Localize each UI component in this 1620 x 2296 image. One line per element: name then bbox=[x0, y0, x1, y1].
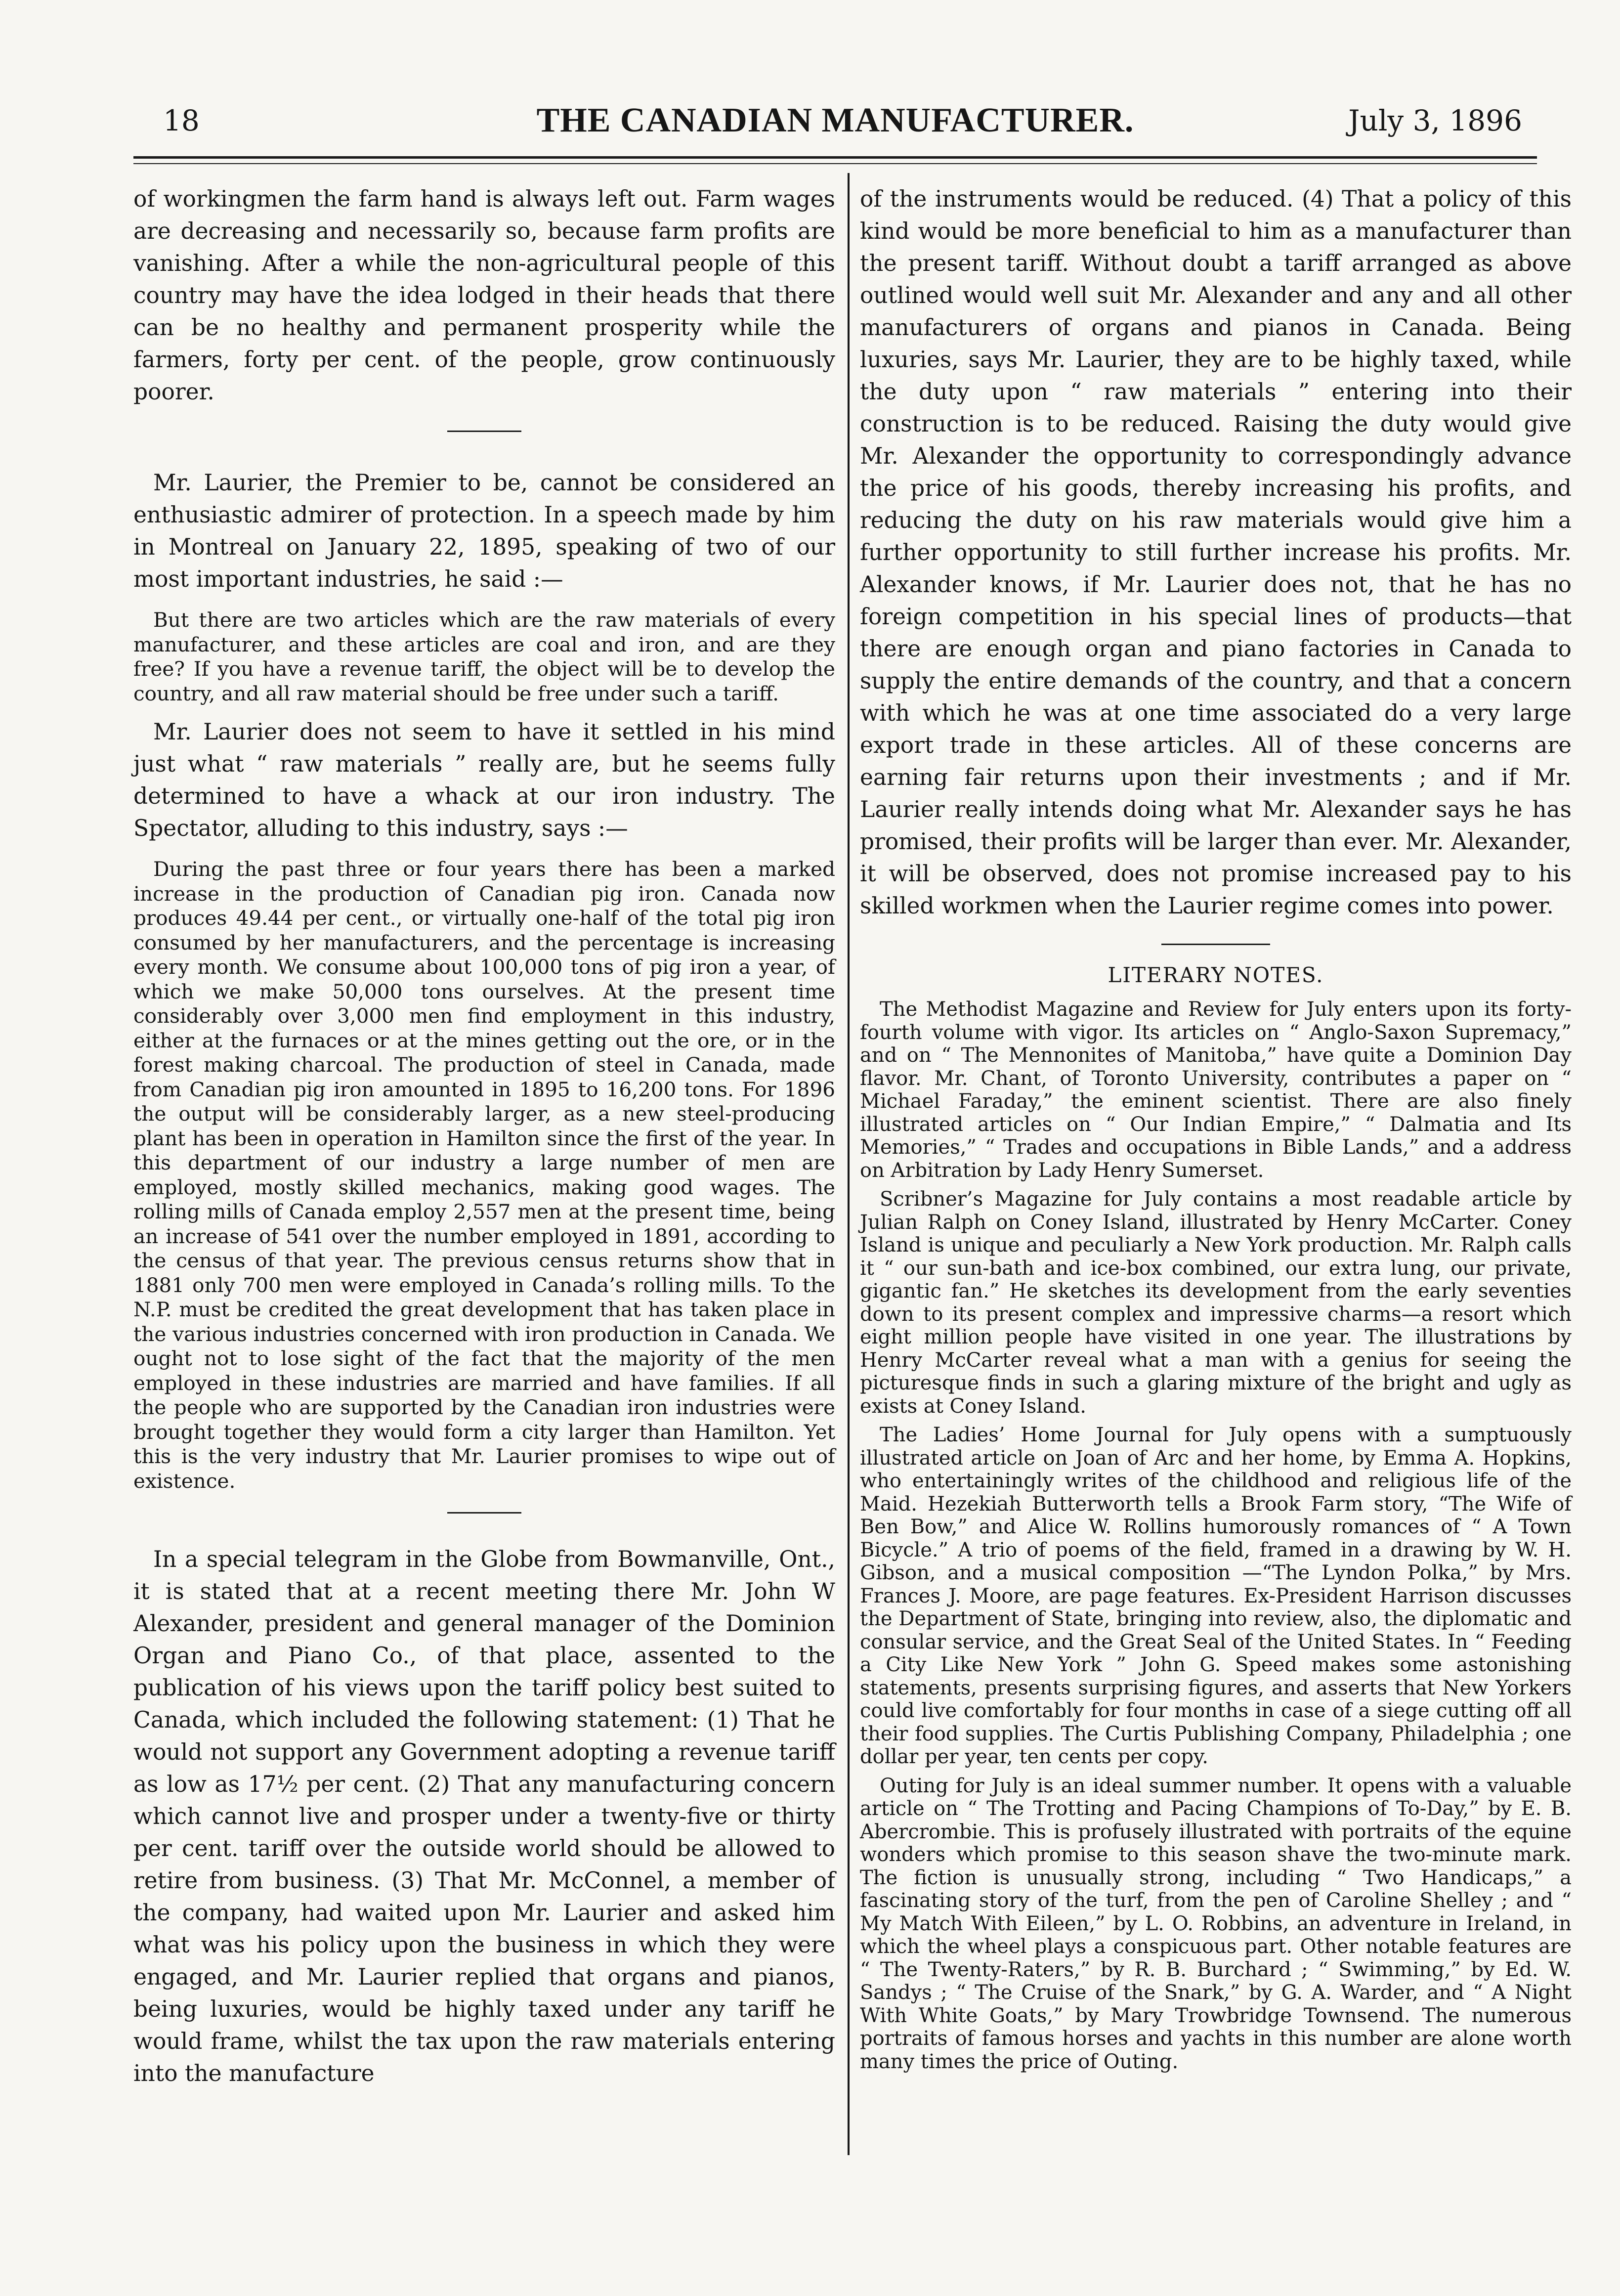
farm-wages-paragraph: of workingmen the farm hand is always left out. Farm wages are decreasing and necessarily so, because farm profits are vanishing. After a while the non-agricultural people of this country may have the idea lodged in their heads that there can be no healthy and permanent prosperity while the farmers, forty per cent. of the people, grow continuously poorer. bbox=[133, 186, 835, 405]
note-methodist-magazine: The Methodist Magazine and Review for July enters upon its forty-fourth volume with vigor. Its articles on “ Anglo-Saxon Supremacy,” and on “ The Mennonites of Manitoba,” have quite a Dominion Day flavor. Mr. Chant, of Toronto University, contributes a paper on “ Michael Faraday,” the eminent scientist. There are also finely illustrated articles on “ Our Indian Empire,” “ Dalmatia and Its Memories,” “ Trades and occupations in Bible Lands,” and a address on Arbitration by Lady Henry Sumerset. bbox=[860, 998, 1572, 1182]
header-rule-thick bbox=[133, 156, 1537, 159]
note-outing: Outing for July is an ideal summer number. It opens with a valuable article on “ The Trotting and Pacing Champions of To-Day,” by E. B. Abercrombie. This is profusely illustrated with portraits of the equine wonders which promise to this season shave the two-minute mark. The fiction is unusually strong, including “ Two Handicaps,” a fascinating story of the turf, from the pen of Caroline Shelley ; and “ My Match With Eileen,” by L. O. Robbins, an adventure in Ireland, in which the wheel plays a conspicuous part. Other notable features are “ The Twenty-Raters,” by R. B. Burchard ; “ Swimming,” by Ed. W. Sandys ; “ The Cruise of the Snark,” by G. A. Warder, and “ A Night With White Goats,” by Mary Trowbridge Townsend. The numerous portraits of famous horses and yachts in this number are alone worth many times the price of Outing. bbox=[860, 1774, 1572, 2073]
section-separator bbox=[1161, 944, 1270, 945]
spectator-quote: During the past three or four years there has been a marked increase in the production of Canadian pig iron. Canada now produces 49.44 per cent., or virtually one-half of the total pig iron consumed by her manufacturers, and the percentage is increasing every month. We consume about 100,000 tons of pig iron a year, of which we make 50,000 tons ourselves. At the present time considerably over 3,000 men find employment in this industry, either at the furnaces or at the mines getting out the ore, or in the forest making charcoal. The production of steel in Canada, made from Canadian pig iron amounted in 1895 to 16,200 tons. For 1896 the output will be considerably larger, as a new steel-producing plant has been in operation in Hamilton since the first of the year. In this department of our industry a large number of men are employed, mostly skilled mechanics, making good wages. The rolling mills of Canada employ 2,557 men at the present time, being an increase of 541 over the number employed in 1891, according to the census of that year. The previous census returns show that in 1881 only 700 men were employed in Canada’s rolling mills. To the N.P. must be credited the great development that has taken place in the various industries concerned with iron production in Canada. We ought not to lose sight of the fact that the majority of the men employed in these industries are married and have families. If all the people who are supported by the Canadian iron industries were brought together they would form a city larger than Hamilton. Yet this is the very industry that Mr. Laurier promises to wipe out of existence. bbox=[133, 857, 835, 1493]
right-column bbox=[860, 183, 1572, 2079]
issue-date: July 3, 1896 bbox=[1348, 104, 1522, 137]
column-divider bbox=[848, 173, 850, 2155]
raw-materials-paragraph: Mr. Laurier does not seem to have it settled in his mind just what “ raw materials ” really are, but he seems fully determined to have a whack at our iron industry. The Spectator, alluding to this industry, says :— bbox=[133, 719, 835, 841]
literary-notes-heading: LITERARY NOTES. bbox=[1108, 963, 1324, 987]
laurier-quote: But there are two articles which are the raw materials of every manufacturer, and these articles are coal and iron, and are they free? If you have a revenue tariff, the object will be to develop the country, and all raw material should be free under such a tariff. bbox=[133, 608, 835, 705]
page-number: 18 bbox=[163, 104, 200, 137]
masthead-title: THE CANADIAN MANUFACTURER. bbox=[536, 101, 1134, 139]
note-ladies-home-journal: The Ladies’ Home Journal for July opens with a sumptuously illustrated article on Joan of Arc and her home, by Emma A. Hopkins, who entertainingly writes of the childhood and religious life of the Maid. Hezekiah Butterworth tells a Brook Farm story, “The Wife of Ben Bow,” and Alice W. Rollins humorously romances of “ A Town Bicycle.” A trio of poems of the field, framed in a drawing by W. H. Gibson, and a musical composition —“The Lyndon Polka,” by Mrs. Frances J. Moore, are page features. Ex-President Harrison discusses the Department of State, bringing into review, also, the diplomatic and consular service, and the Great Seal of the United States. In “ Feeding a City Like New York ” John G. Speed makes some astonishing statements, presents surprising figures, and asserts that New Yorkers could live comfortably for four months in case of a siege cutting off all their food supplies. The Curtis Publishing Company, Philadelphia ; one dollar per year, ten cents per copy. bbox=[860, 1424, 1572, 1768]
globe-telegram-paragraph: In a special telegram in the Globe from Bowmanville, Ont., it is stated that at a recent meeting there Mr. John W Alexander, president and general manager of the Dominion Organ and Piano Co., of that place, assented to the publication of his views upon the tariff policy best suited to Canada, which included the following statement: (1) That he would not support any Government adopting a revenue tariff as low as 17½ per cent. (2) That any manufacturing concern which cannot live and prosper under a twenty-five or thirty per cent. tariff over the outside world should be allowed to retire from business. (3) That Mr. McConnel, a member of the company, had waited upon Mr. Laurier and asked him what was his policy upon the business in which they were engaged, and Mr. Laurier replied that organs and pianos, being luxuries, would be highly taxed under any tariff he would frame, whilst the tax upon the raw materials entering into the manufacture bbox=[133, 1546, 835, 2086]
header-rule-thin bbox=[133, 163, 1537, 164]
section-separator bbox=[447, 1512, 521, 1514]
laurier-speech-intro: Mr. Laurier, the Premier to be, cannot be considered an enthusiastic admirer of protection. In a speech made by him in Montreal on January 22, 1895, speaking of two of our most important industries, he said :— bbox=[133, 470, 835, 592]
section-separator bbox=[447, 431, 521, 432]
left-column bbox=[133, 183, 835, 2102]
alexander-continuation: of the instruments would be reduced. (4) That a policy of this kind would be more beneficial to him as a manufacturer than the present tariff. Without doubt a tariff arranged as above outlined would well suit Mr. Alexander and any and all other manufacturers of organs and pianos in Canada. Being luxuries, says Mr. Laurier, they are to be highly taxed, while the duty upon “ raw materials ” entering into their construction is to be reduced. Raising the duty would give Mr. Alexander the opportunity to correspondingly advance the price of his goods, thereby increasing his profits, and reducing the duty on his raw materials would give him a further opportunity to still further increase his profits. Mr. Alexander knows, if Mr. Laurier does not, that he has no foreign competition in his special lines of products—that there are enough organ and piano factories in Canada to supply the entire demands of the country, and that a concern with which he was at one time associated do a very large export trade in these articles. All of these concerns are earning fair returns upon their investments ; and if Mr. Laurier really intends doing what Mr. Alexander says he has promised, their profits will be larger than ever. Mr. Alexander, it will be observed, does not promise increased pay to his skilled workmen when the Laurier regime comes into power. bbox=[860, 186, 1572, 919]
note-scribners-magazine: Scribner’s Magazine for July contains a most readable article by Julian Ralph on Coney Island, illustrated by Henry McCarter. Coney Island is unique and peculiarly a New York production. Mr. Ralph calls it “ our sun-bath and ice-box combined, our extra lung, our private, gigantic fan.” He sketches its development from the early seventies down to its present complex and impressive charms—a resort which eight million people have visited in one year. The illustrations by Henry McCarter reveal what a man with a genius for seeing the picturesque finds in such a glaring mixture of the bright and ugly as exists at Coney Island. bbox=[860, 1188, 1572, 1418]
page-header bbox=[133, 99, 1537, 148]
